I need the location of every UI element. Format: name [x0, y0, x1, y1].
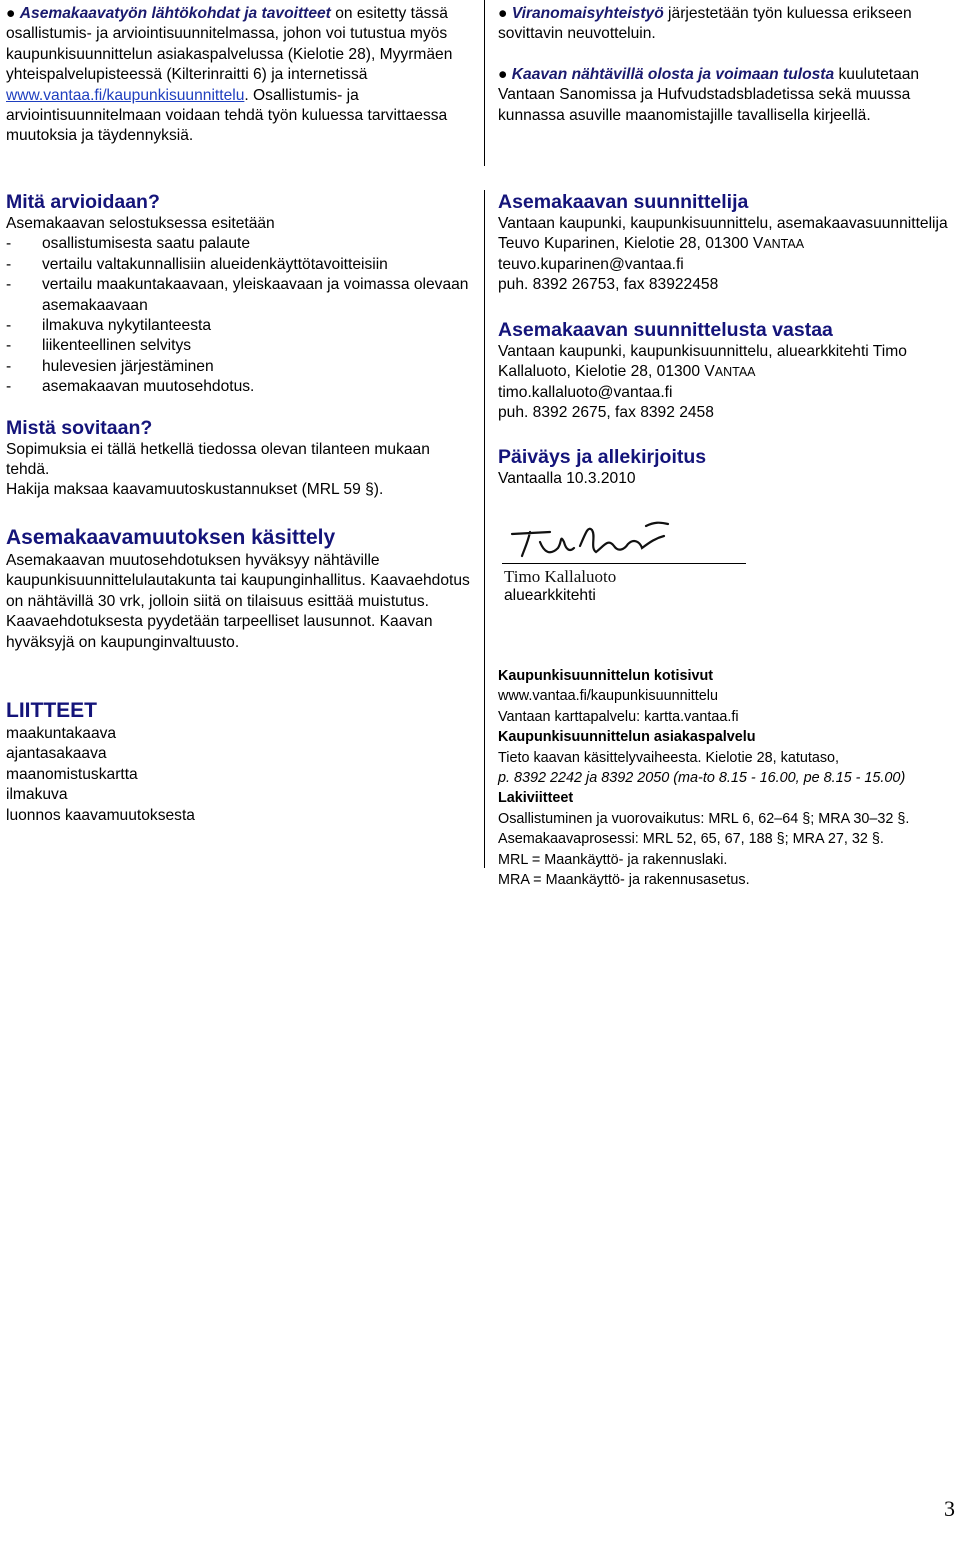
vastaa-heading: Asemakaavan suunnittelusta vastaa [498, 319, 833, 341]
notice-viranomais [498, 4, 960, 45]
list-item: - vertailu valtakunnallisiin alueidenkäyttötavoitteisiin [6, 255, 388, 273]
suunnittelija-section [498, 190, 960, 296]
signature-block [500, 512, 750, 612]
asiakaspalvelu-line-2: p. 8392 2242 ja 8392 2050 (ma-to 8.15 - 16.00, pe 8.15 - 15.00) [498, 770, 906, 787]
vastaa-email[interactable]: timo.kallaluoto@vantaa.fi [498, 383, 673, 401]
laki-line-4: MRA = Maankäyttö- ja rakennusasetus. [498, 872, 750, 889]
kasittely-heading: Asemakaavamuutoksen käsittely [6, 526, 336, 549]
arvioidaan-heading: Mitä arvioidaan? [6, 191, 160, 213]
paivays-section [498, 445, 960, 489]
column-divider-top [484, 0, 485, 166]
intro-text-2: . Osallistumis- ja arviointisuunnitelmaan voidaan tehdä työn kuluessa tarvittaessa muutoksia ja täydennyksiä. [6, 86, 448, 145]
suunnittelija-email[interactable]: teuvo.kuparinen@vantaa.fi [498, 255, 684, 273]
kotisivut-heading: Kaupunkisuunnittelun kotisivut [498, 668, 714, 684]
bullet-icon: ● [498, 65, 508, 83]
liite-item: ilmakuva [6, 786, 68, 804]
arvioidaan-list [6, 234, 474, 397]
liite-item: ajantasakaava [6, 745, 107, 763]
liite-item: maakuntakaava [6, 725, 117, 742]
signer-name: Timo Kallaluoto [504, 567, 617, 586]
vastaa-address: Vantaan kaupunki, kaupunkisuunnittelu, aluearkkitehti Timo Kallaluoto, Kielotie 28, 01300 VANTAA [498, 343, 907, 381]
bullet-icon: ● [498, 5, 508, 22]
column-divider-bottom [484, 190, 485, 868]
intro-text-1: on esitetty tässä osallistumis- ja arviointisuunnitelmassa, johon voi tutustua myös kaupunkisuunnittelun asiakaspalvelussa (Kielotie 28), Myyrmäen yhteispalvelupisteessä (Kilterinraitti 6) ja internetissä [6, 5, 453, 84]
laki-line-3: MRL = Maankäyttö- ja rakennuslaki. [498, 851, 728, 868]
laki-line-1: Osallistuminen ja vuorovaikutus: MRL 6, 62–64 §; MRA 30–32 §. [498, 810, 910, 827]
sovitaan-heading: Mistä sovitaan? [6, 416, 153, 439]
suunnittelija-heading: Asemakaavan suunnittelija [498, 191, 749, 213]
footer-info [498, 666, 960, 890]
liitteet-heading: LIITTEET [6, 699, 97, 722]
karttapalvelu-text: Vantaan karttapalvelu: kartta.vantaa.fi [498, 708, 739, 725]
kotisivut-link[interactable]: www.vantaa.fi/kaupunkisuunnittelu [498, 688, 718, 705]
vastaa-phone: puh. 8392 2675, fax 8392 2458 [498, 404, 714, 422]
list-item: - vertailu maakuntakaavaan, yleiskaavaan ja voimassa olevaan asemakaavaan [6, 276, 469, 314]
suunnittelija-address: Vantaan kaupunki, kaupunkisuunnittelu, asemakaavasuunnittelija Teuvo Kuparinen, Kielotie 28, 01300 VANTAA [498, 215, 948, 253]
notice-nahtavilla [498, 65, 960, 126]
list-item: - hulevesien järjestäminen [6, 357, 214, 375]
list-item: - asemakaavan muutosehdotus. [6, 378, 255, 396]
kasittely-text: Asemakaavan muutosehdotuksen hyväksyy nähtäville kaupunkisuunnittelulautakunta tai kaupunginhallitus. Kaavaehdotus on nähtävillä 30 vrk, jolloin siitä on tilaisuus esittää muistutus. Kaavaehdotuksesta pyydetään tarpeelliset lausunnot. Kaavan hyväksyjä on kaupunginvaltuusto. [6, 552, 470, 651]
paivays-heading: Päiväys ja allekirjoitus [498, 446, 707, 468]
arvioidaan-section [6, 190, 474, 501]
signer-title: aluearkkitehti [504, 587, 596, 604]
paivays-date: Vantaalla 10.3.2010 [498, 470, 636, 487]
notices-section [498, 4, 960, 126]
intro-paragraph [6, 4, 474, 147]
suunnittelija-phone: puh. 8392 26753, fax 83922458 [498, 276, 719, 294]
sovitaan-line-2: Hakija maksaa kaavamuutoskustannukset (MRL 59 §). [6, 481, 384, 499]
liite-item: luonnos kaavamuutoksesta [6, 806, 195, 824]
liite-item: maanomistuskartta [6, 765, 138, 783]
list-item: - ilmakuva nykytilanteesta [6, 317, 212, 335]
intro-section [6, 4, 474, 147]
notice-bold: Viranomaisyhteistyö [511, 5, 664, 22]
page-number: 3 [944, 1496, 955, 1521]
kaupunkisuunnittelu-link[interactable]: www.vantaa.fi/kaupunkisuunnittelu [6, 86, 245, 104]
bullet-icon: ● [6, 5, 16, 22]
signature-line [502, 563, 746, 564]
vastaa-section [498, 318, 960, 424]
notice-bold: Kaavan nähtävillä olosta ja voimaan tulosta [511, 65, 835, 83]
arvioidaan-intro: Asemakaavan selostuksessa esitetään [6, 215, 275, 232]
list-item: - liikenteellinen selvitys [6, 337, 192, 355]
list-item: - osallistumisesta saatu palaute [6, 235, 251, 253]
liitteet-section [6, 698, 474, 826]
notice-text: järjestetään työn kuluessa erikseen sovittavin neuvotteluin. [498, 5, 912, 43]
laki-line-2: Asemakaavaprosessi: MRL 52, 65, 67, 188 §; MRA 27, 32 §. [498, 831, 884, 848]
kasittely-section [6, 525, 474, 653]
notice-text: kuulutetaan Vantaan Sanomissa ja Hufvudstadsbladetissa sekä muussa kunnassa asuville maanomistajille tavallisella kirjeellä. [498, 65, 920, 124]
asiakaspalvelu-line-1: Tieto kaavan käsittelyvaiheesta. Kielotie 28, katutaso, [498, 749, 840, 766]
intro-bold-lead: Asemakaavatyön lähtökohdat ja tavoitteet [19, 5, 331, 22]
sovitaan-line-1: Sopimuksia ei tällä hetkellä tiedossa olevan tilanteen mukaan tehdä. [6, 440, 430, 479]
asiakaspalvelu-heading: Kaupunkisuunnittelun asiakaspalvelu [498, 729, 756, 746]
lakiviitteet-heading: Lakiviitteet [498, 790, 574, 807]
